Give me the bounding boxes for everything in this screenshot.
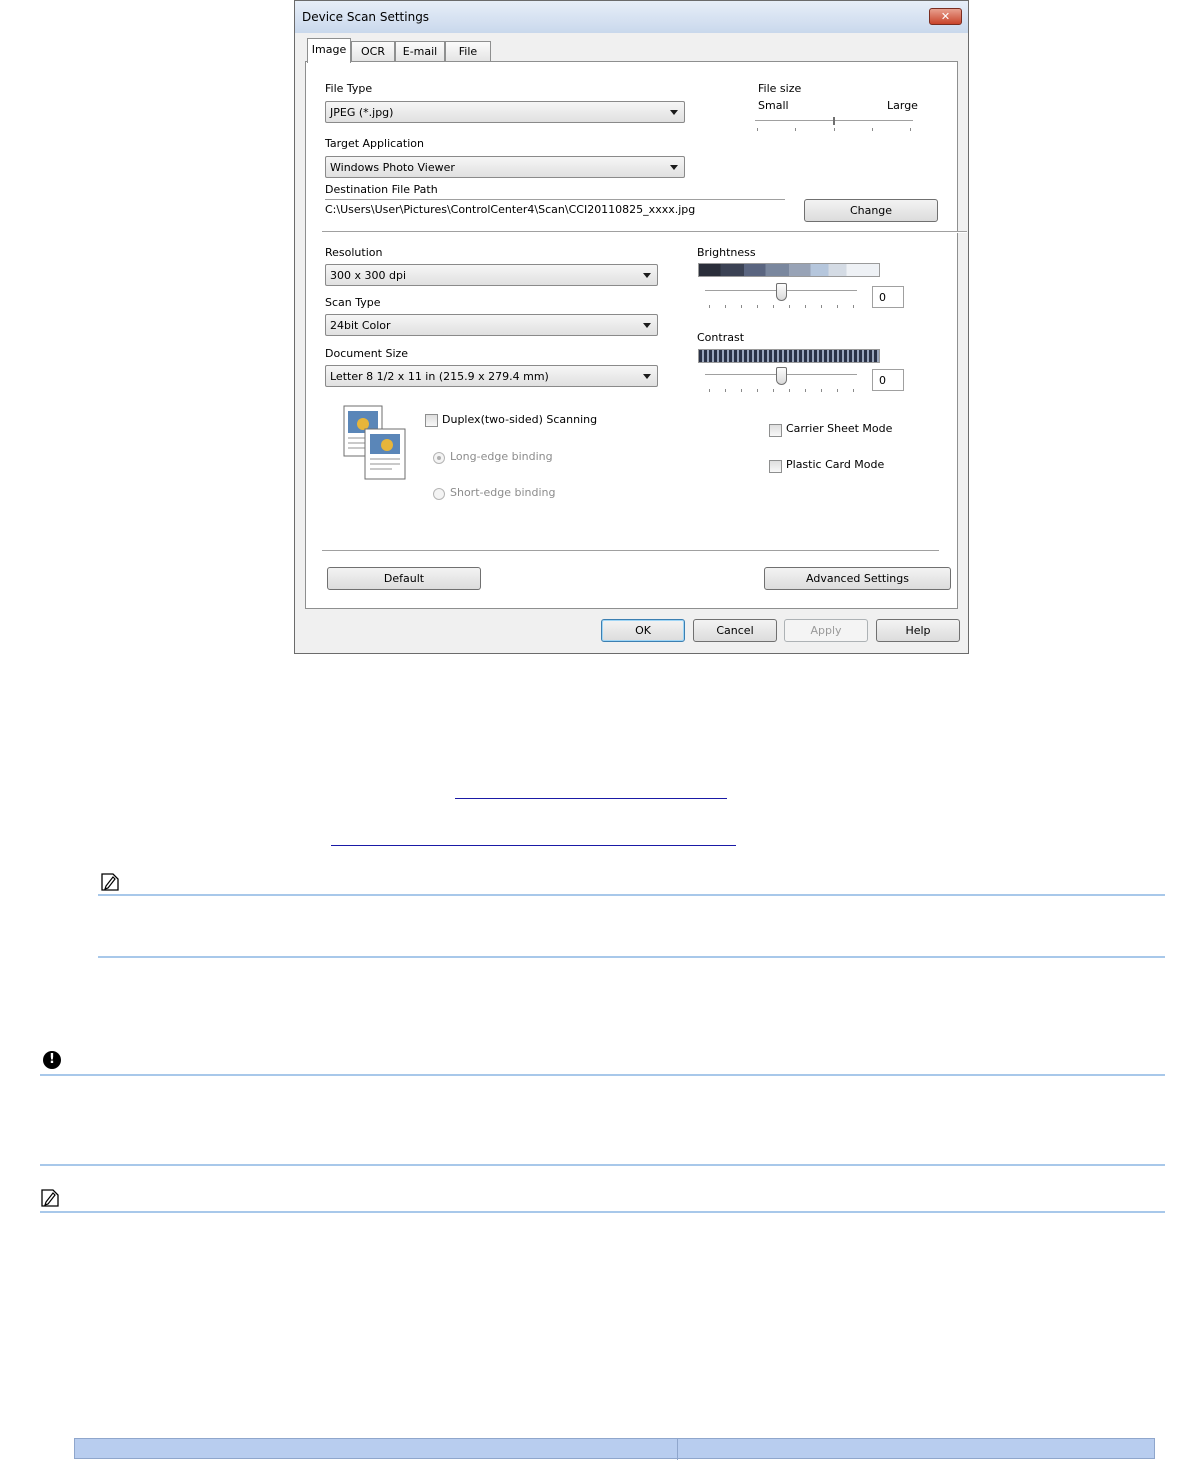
target-application-label: Target Application xyxy=(325,137,424,150)
chevron-down-icon xyxy=(670,110,678,115)
tick xyxy=(821,389,822,392)
document-size-value: Letter 8 1/2 x 11 in (215.9 x 279.4 mm) xyxy=(330,370,549,383)
resolution-value: 300 x 300 dpi xyxy=(330,269,407,282)
destination-path-label: Destination File Path xyxy=(325,183,438,196)
duplex-label: Duplex(two-sided) Scanning xyxy=(442,413,598,426)
note-rule-top xyxy=(98,894,1165,896)
plastic-card-checkbox[interactable] xyxy=(769,460,782,473)
tick xyxy=(795,128,796,131)
scan-type-value: 24bit Color xyxy=(330,319,391,332)
device-scan-settings-dialog xyxy=(294,0,969,654)
file-size-thumb[interactable] xyxy=(833,117,835,125)
tick xyxy=(757,305,758,308)
note-rule-bottom xyxy=(98,956,1165,958)
advanced-settings-button[interactable]: Advanced Settings xyxy=(764,567,951,590)
brightness-input[interactable] xyxy=(872,286,904,308)
tick xyxy=(821,305,822,308)
file-size-slider[interactable] xyxy=(755,114,915,136)
destination-path-value: C:\Users\User\Pictures\ControlCenter4\Scan\CCI20110825_xxxx.jpg xyxy=(325,203,696,216)
note-pencil-icon xyxy=(40,1188,58,1206)
tick xyxy=(805,389,806,392)
duplex-pages-icon xyxy=(343,405,409,481)
tab-image[interactable] xyxy=(307,38,351,63)
hyperlink-underline[interactable] xyxy=(331,845,736,846)
divider xyxy=(322,550,939,552)
divider xyxy=(322,231,967,233)
important-exclamation-icon: ! xyxy=(43,1051,61,1069)
contrast-slider[interactable] xyxy=(705,365,861,391)
tick xyxy=(837,389,838,392)
note-pencil-icon xyxy=(100,872,118,890)
cancel-button[interactable]: Cancel xyxy=(693,619,777,642)
title-bar xyxy=(295,1,968,33)
brightness-label: Brightness xyxy=(697,246,756,259)
file-type-select[interactable] xyxy=(325,101,685,123)
brightness-value: 0 xyxy=(879,291,886,304)
chevron-down-icon xyxy=(643,323,651,328)
tick xyxy=(757,128,758,131)
contrast-value: 0 xyxy=(879,374,886,387)
plastic-card-label: Plastic Card Mode xyxy=(786,458,885,471)
apply-button[interactable]: Apply xyxy=(784,619,868,642)
tab-file-label: File xyxy=(458,45,478,58)
chevron-down-icon xyxy=(643,273,651,278)
tick xyxy=(757,389,758,392)
tick xyxy=(805,305,806,308)
important-rule-bottom xyxy=(40,1164,1165,1166)
close-button[interactable] xyxy=(929,8,962,25)
tick xyxy=(709,389,710,392)
resolution-label: Resolution xyxy=(325,246,383,259)
carrier-sheet-label: Carrier Sheet Mode xyxy=(786,422,893,435)
note-rule xyxy=(40,1211,1165,1213)
tick xyxy=(872,128,873,131)
chevron-down-icon xyxy=(643,374,651,379)
dialog-title: Device Scan Settings xyxy=(302,10,430,24)
carrier-sheet-checkbox[interactable] xyxy=(769,424,782,437)
table-column-divider xyxy=(677,1439,678,1460)
short-edge-label: Short-edge binding xyxy=(450,486,556,499)
tick xyxy=(725,305,726,308)
tab-ocr-label: OCR xyxy=(361,45,385,58)
brightness-thumb[interactable] xyxy=(776,283,787,301)
contrast-pattern-bar xyxy=(698,349,880,363)
tick xyxy=(773,389,774,392)
tick xyxy=(741,305,742,308)
tick xyxy=(741,389,742,392)
tick xyxy=(789,305,790,308)
resolution-select[interactable] xyxy=(325,264,658,286)
tab-file[interactable] xyxy=(445,41,491,62)
target-application-select[interactable] xyxy=(325,156,685,178)
hyperlink-underline[interactable] xyxy=(455,798,727,799)
tick xyxy=(709,305,710,308)
file-size-large-label: Large xyxy=(887,99,918,112)
long-edge-radio[interactable] xyxy=(433,452,445,464)
file-size-label: File size xyxy=(758,82,802,95)
destination-path-field[interactable] xyxy=(325,199,785,220)
tab-email[interactable] xyxy=(395,41,445,62)
chevron-down-icon xyxy=(670,165,678,170)
important-rule-top xyxy=(40,1074,1165,1076)
file-size-small-label: Small xyxy=(758,99,789,112)
contrast-label: Contrast xyxy=(697,331,745,344)
target-application-value: Windows Photo Viewer xyxy=(330,161,455,174)
duplex-checkbox[interactable] xyxy=(425,414,438,427)
brightness-slider[interactable] xyxy=(705,281,861,307)
tab-email-label: E-mail xyxy=(402,45,438,58)
tick xyxy=(910,128,911,131)
document-size-select[interactable] xyxy=(325,365,658,387)
tick xyxy=(853,305,854,308)
ok-button[interactable]: OK xyxy=(601,619,685,642)
close-icon: ✕ xyxy=(940,10,951,23)
tab-image-label: Image xyxy=(311,43,347,56)
tick xyxy=(773,305,774,308)
tick xyxy=(837,305,838,308)
document-size-label: Document Size xyxy=(325,347,409,360)
contrast-thumb[interactable] xyxy=(776,367,787,385)
tick xyxy=(853,389,854,392)
file-type-label: File Type xyxy=(325,82,373,95)
scan-type-select[interactable] xyxy=(325,314,658,336)
tick xyxy=(789,389,790,392)
change-button[interactable]: Change xyxy=(804,199,938,222)
contrast-input[interactable] xyxy=(872,369,904,391)
default-button[interactable]: Default xyxy=(327,567,481,590)
tab-ocr[interactable] xyxy=(351,41,395,62)
short-edge-radio[interactable] xyxy=(433,488,445,500)
tick xyxy=(725,389,726,392)
table-header-row xyxy=(74,1438,1155,1459)
long-edge-label: Long-edge binding xyxy=(450,450,553,463)
help-button[interactable]: Help xyxy=(876,619,960,642)
tick xyxy=(834,128,835,131)
file-type-value: JPEG (*.jpg) xyxy=(330,106,394,119)
scan-type-label: Scan Type xyxy=(325,296,381,309)
brightness-gradient-bar xyxy=(698,263,880,277)
